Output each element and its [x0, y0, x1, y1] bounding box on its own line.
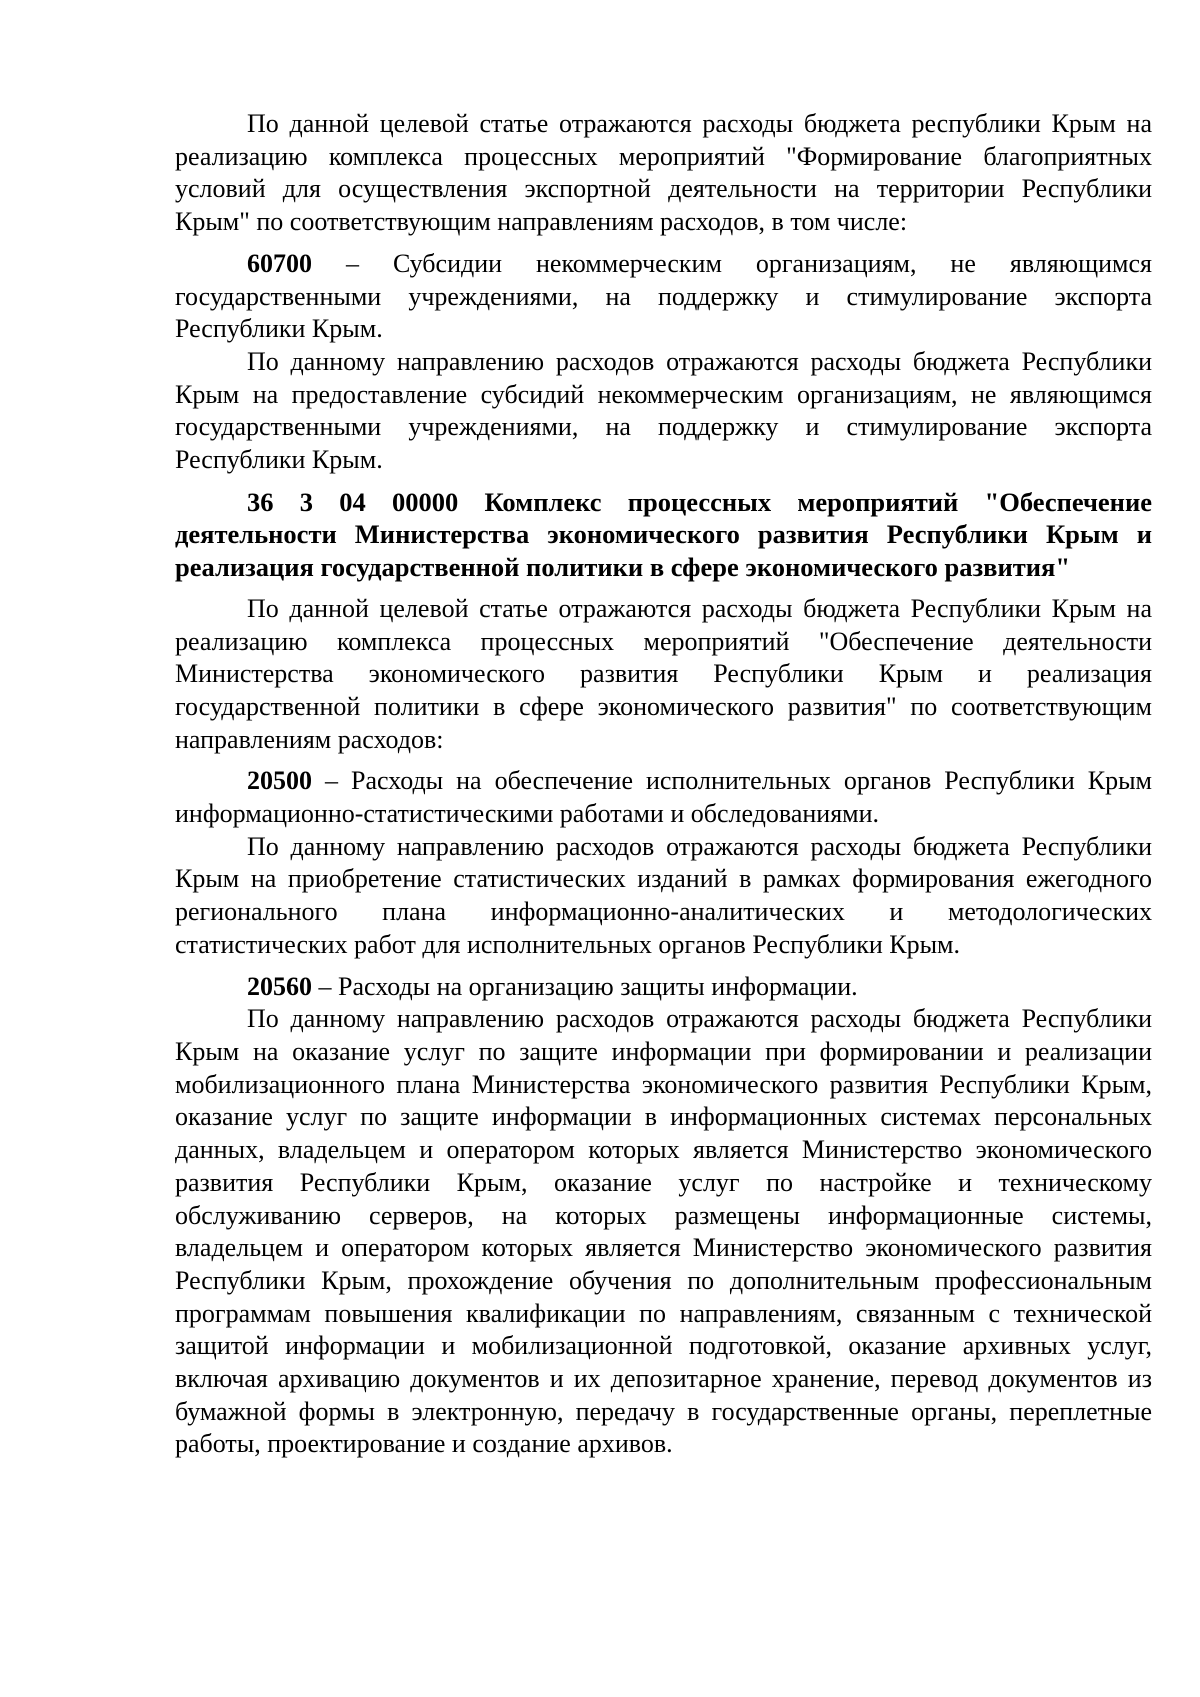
paragraph-intro-export: По данной целевой статье отражаются расходы бюджета республики Крым на реализацию комплекса процессных мероприятий "Формирование благоприятных условий для осуществления экспортной деятельности на территории Республики Крым" по соответствующим направлениям расходов, в том числе:	[175, 109, 1152, 237]
paragraph-code-20500	[175, 765, 1152, 830]
expense-description: – Расходы на организацию защиты информации.	[312, 971, 858, 1001]
paragraph-intro-ministry: По данной целевой статье отражаются расходы бюджета Республики Крым на реализацию комплекса процессных мероприятий "Обеспечение деятельности Министерства экономического развития Республики Крым и реализация государственной политики в сфере экономического развития" по соответствующим направлениям расходов:	[175, 593, 1152, 754]
paragraph-code-60700	[175, 248, 1152, 346]
expense-code: 20500	[247, 766, 312, 796]
paragraph-20560-details: По данному направлению расходов отражаются расходы бюджета Республики Крым на оказание услуг по защите информации при формировании и реализации мобилизационного плана Министерства экономического развития Республики Крым, оказание услуг по защите информации в информационных системах персональных данных, владельцем и оператором которых является Министерство экономического развития Республики Крым, оказание услуг по настройке и техническому обслуживанию серверов, на которых размещены информационные системы, владельцем и оператором которых является Министерство экономического развития Республики Крым, прохождение обучения по дополнительным профессиональным программам повышения квалификации по направлениям, связанным с технической защитой информации и мобилизационной подготовкой, оказание архивных услуг, включая архивацию документов и их депозитарное хранение, перевод документов из бумажной формы в электронную, передачу в государственные органы, переплетные работы, проектирование и создание архивов.	[175, 1004, 1152, 1459]
expense-code: 60700	[247, 248, 312, 278]
expense-description: – Расходы на обеспечение исполнительных органов Республики Крым информационно-статистическими работами и обследованиями.	[175, 766, 1152, 829]
section-heading: 36 3 04 00000 Комплекс процессных мероприятий "Обеспечение деятельности Министерства экономического развития Республики Крым и реализация государственной политики в сфере экономического развития"	[175, 486, 1152, 583]
paragraph-20500-details: По данному направлению расходов отражаются расходы бюджета Республики Крым на приобретение статистических изданий в рамках формирования ежегодного регионального плана информационно-аналитических и методологических статистических работ для исполнительных органов Республики Крым.	[175, 831, 1152, 959]
expense-code: 20560	[247, 971, 312, 1001]
expense-description: – Субсидии некоммерческим организациям, не являющимся государственными учреждениями, на поддержку и стимулирование экспорта Республики Крым.	[175, 248, 1152, 344]
paragraph-60700-details: По данному направлению расходов отражаются расходы бюджета Республики Крым на предоставление субсидий некоммерческим организациям, не являющимся государственными учреждениями, на поддержку и стимулирование экспорта Республики Крым.	[175, 346, 1152, 475]
paragraph-code-20560	[175, 971, 1152, 1004]
